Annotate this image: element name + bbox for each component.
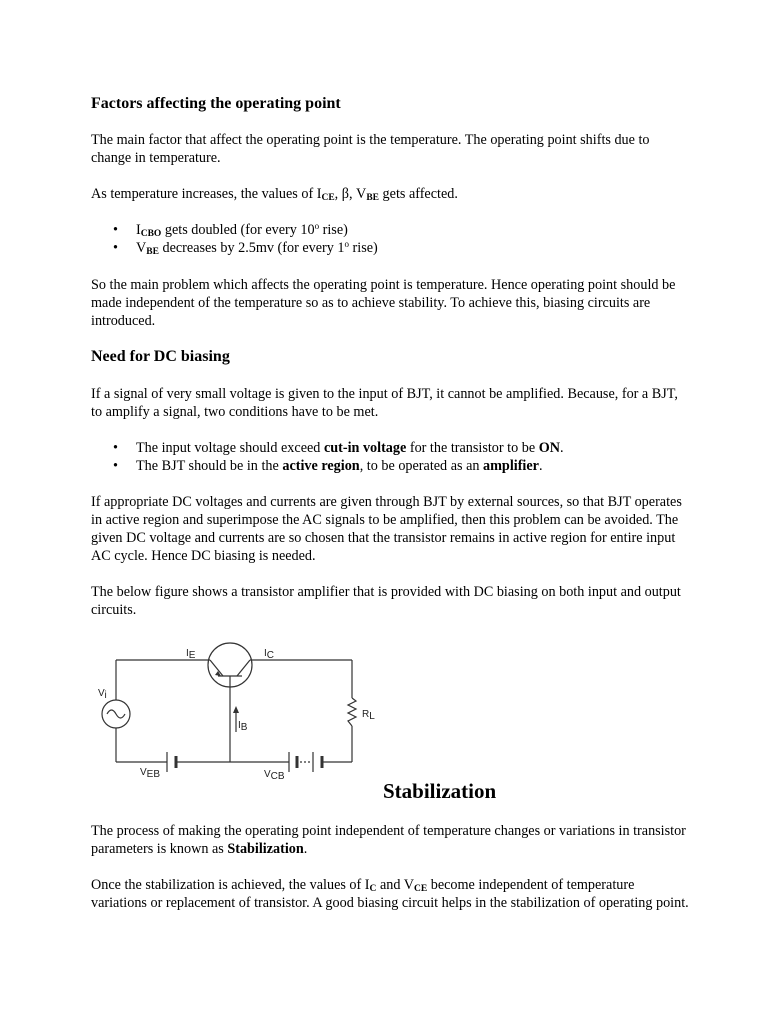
list-item: • $V_{BE}$ decreases by 2.5mv (for every 1$^o$ rise) — [113, 239, 378, 257]
bullet-list-effects — [91, 221, 691, 257]
paragraph-below-figure: The below figure shows a transistor amplifier that is provided with DC biasing on both input and output circuits. — [91, 584, 681, 618]
paragraph-temperature-increase: As temperature increases, the values of $I_{CE}$, β, $V_{BE}$ gets affected. — [91, 186, 458, 203]
list-item: • The BJT should be in the active region, to be operated as an amplifier. — [113, 458, 543, 474]
list-item: • $I_{CBO}$ gets doubled (for every 10$^o$ rise) — [113, 221, 348, 239]
paragraph-small-signal: If a signal of very small voltage is given to the input of BJT, it cannot be amplified. Because, for a BJT, to amplify a signal, two conditions have to be met. — [91, 386, 678, 420]
label-vi: Vi — [98, 688, 107, 701]
list-item: • The input voltage should exceed cut-in voltage for the transistor to be ON. — [113, 440, 564, 456]
paragraph-appropriate-dc: If appropriate DC voltages and currents are given through BJT by external sources, so that BJT operates in active region and superimpose the AC signals to be amplified, then this problem can be avoided. The given DC voltage and currents are so chosen that the transistor remains in active region for entire input AC cycle. Hence DC biasing is needed. — [91, 494, 682, 564]
sine-wave-icon — [107, 710, 125, 718]
label-vcb: VCB — [264, 769, 285, 782]
transistor-amplifier-circuit-diagram — [94, 640, 374, 790]
heading-stabilization: Stabilization — [383, 779, 497, 803]
bullet-icon: • — [113, 222, 118, 238]
ib-arrow-icon — [233, 706, 239, 713]
label-ic: IC — [264, 648, 275, 661]
heading-factors: Factors affecting the operating point — [91, 95, 341, 112]
paragraph-main-problem: So the main problem which affects the operating point is temperature. Hence operating point should be made independent of the temperature so as to achieve stability. To achieve this, biasing circuits are introduced. — [91, 277, 676, 329]
bullet-list-conditions — [91, 439, 691, 475]
label-ie: IE — [186, 648, 196, 661]
label-rl: RL — [362, 709, 375, 722]
paragraph-stabilization-definition: The process of making the operating point independent of temperature changes or variations in transistor parameters is known as Stabilization. — [91, 823, 686, 857]
transistor-collector-lead — [237, 660, 250, 676]
heading-dc-biasing: Need for DC biasing — [91, 348, 230, 365]
bullet-icon: • — [113, 458, 118, 474]
label-veb: VEB — [140, 767, 161, 780]
bullet-icon: • — [113, 240, 118, 256]
resistor-rl-icon — [348, 698, 356, 726]
paragraph-main-factor: The main factor that affect the operating point is the temperature. The operating point shifts due to change in temperature. — [91, 132, 650, 166]
paragraph-stabilization-achieved: Once the stabilization is achieved, the values of $I_C$ and $V_{CE}$ become independent of temperature variations or replacement of transistor. A good biasing circuit helps in the stabilization of operating point. — [91, 877, 689, 911]
bullet-icon: • — [113, 440, 118, 456]
label-ib: IB — [238, 720, 248, 733]
